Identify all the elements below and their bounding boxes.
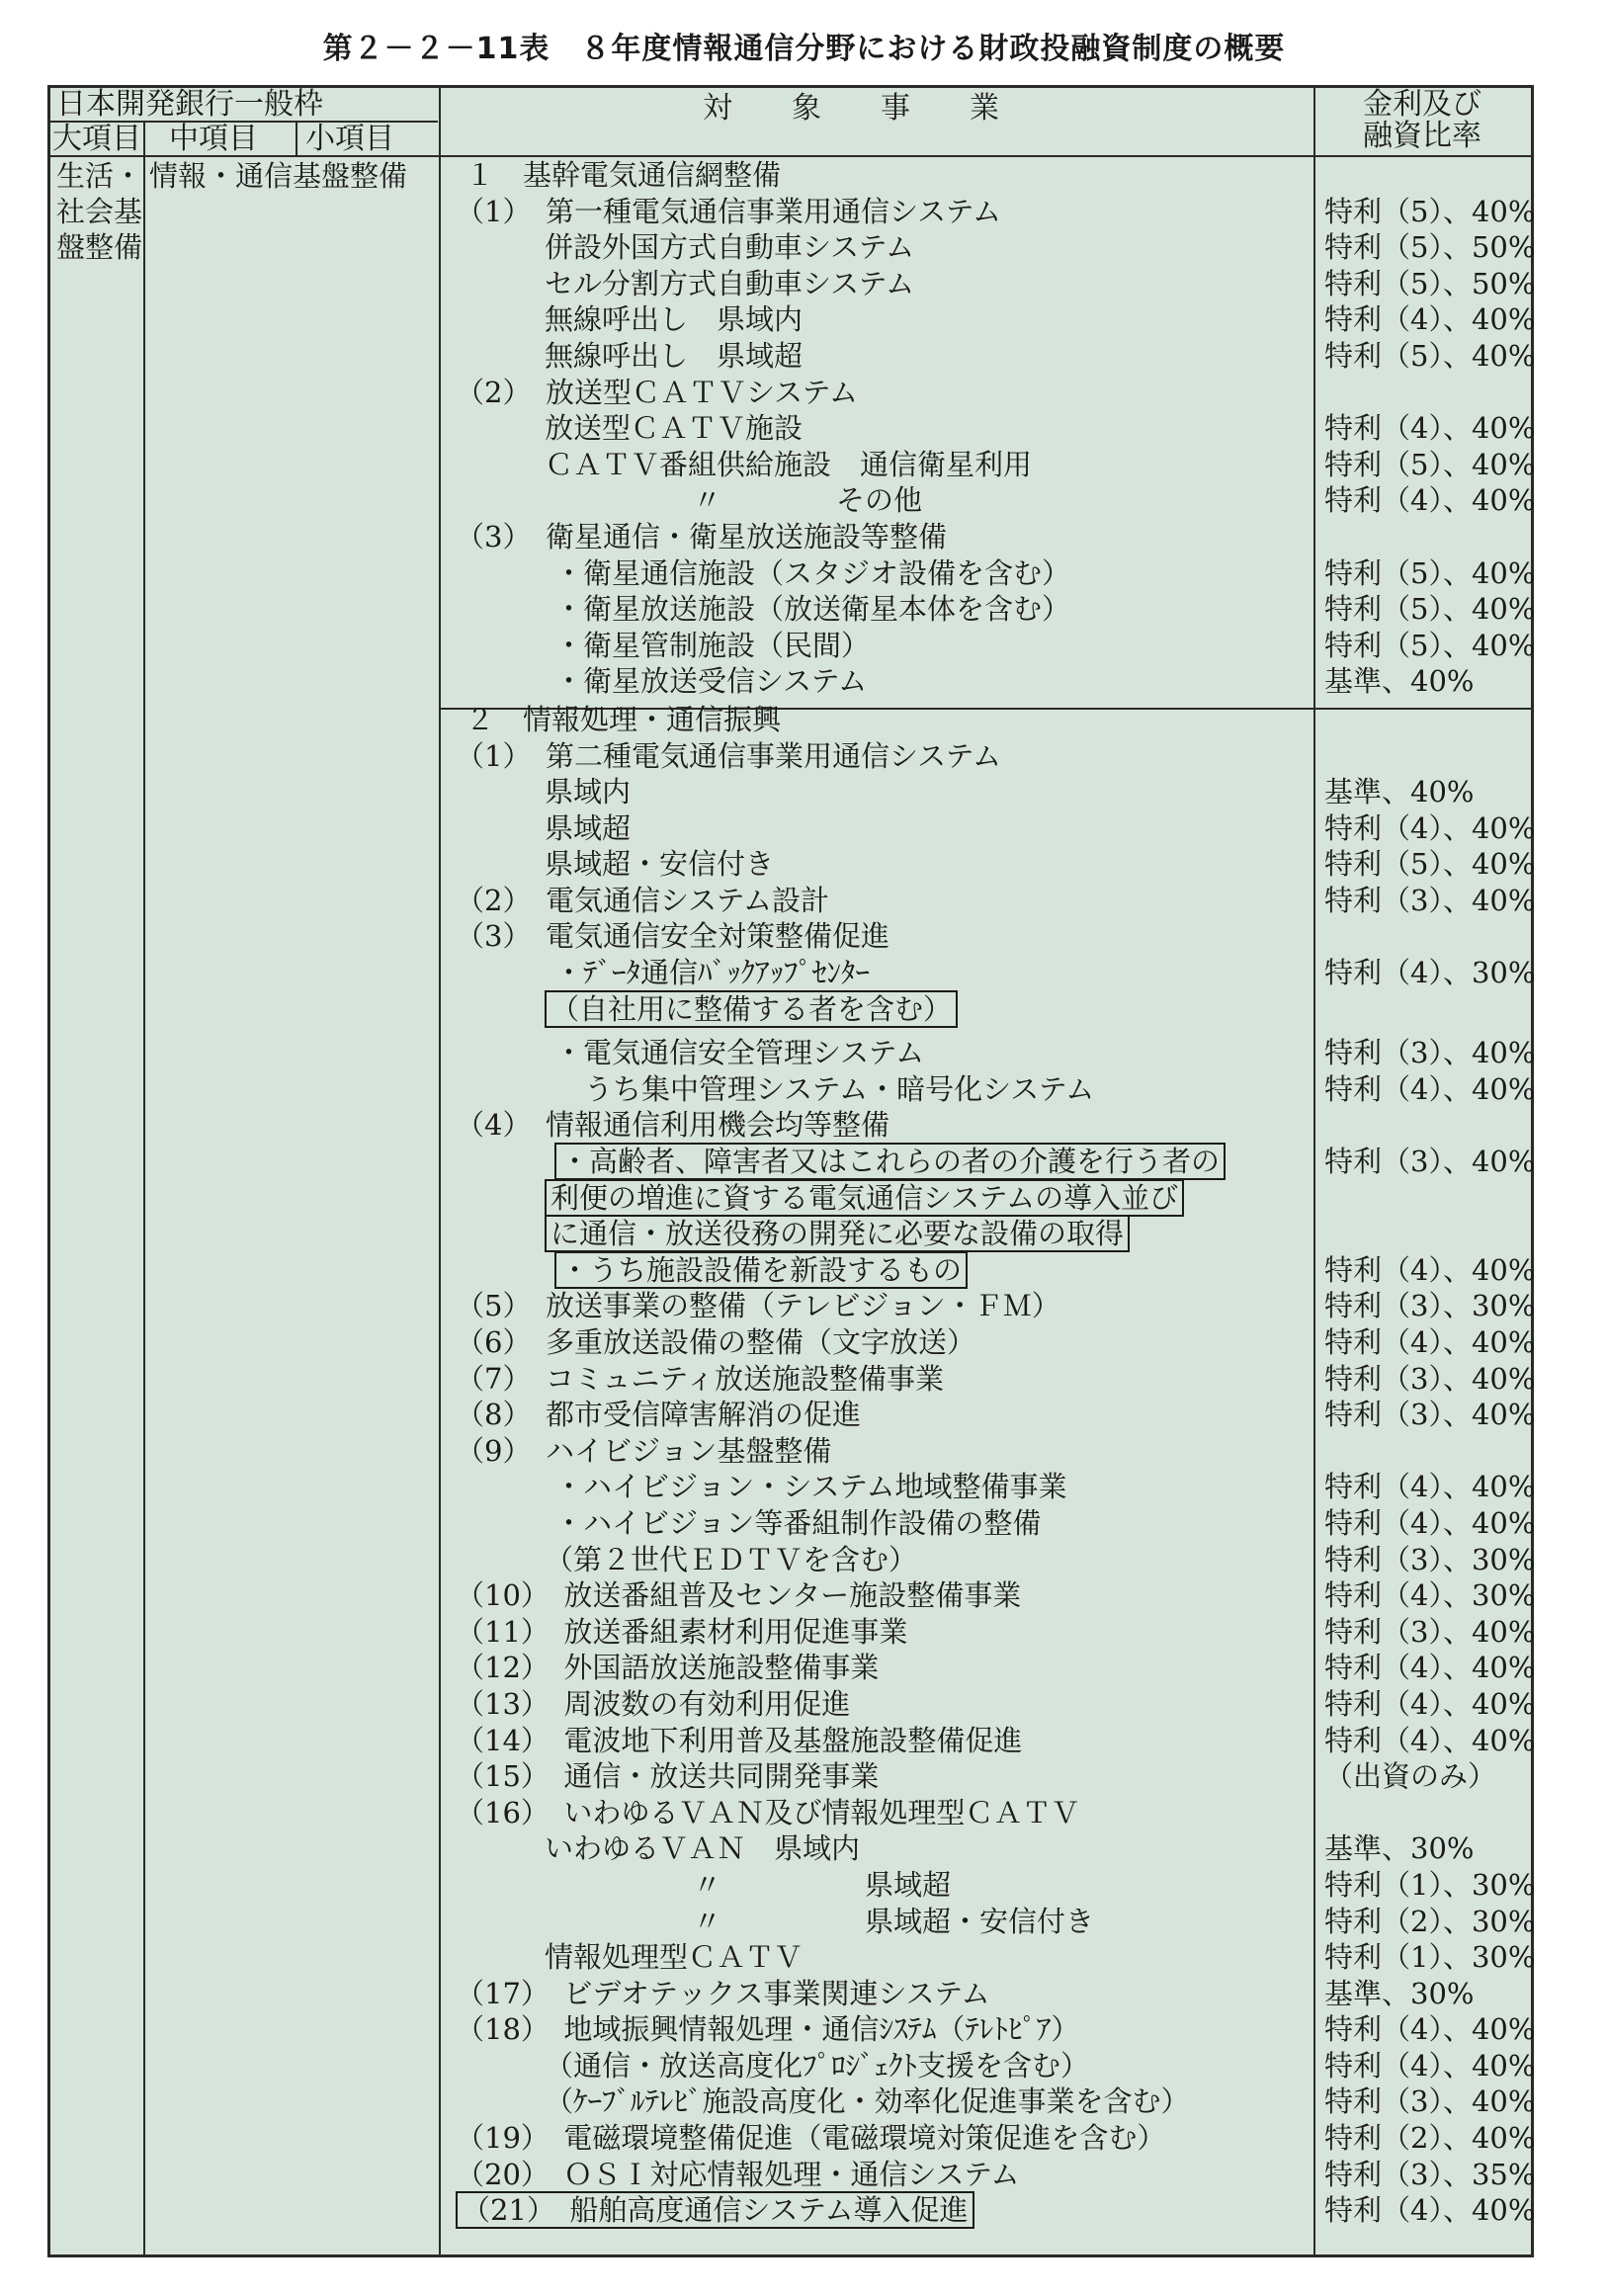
table-row-text [456,1027,1315,1035]
header-target: 対 象 事 業 [703,91,999,126]
row-rate: 特利（4）、40% [1324,2193,1536,2228]
row-label: に通信・放送役務の開発に必要な設備の取得 [545,1215,1130,1252]
table-row-text [456,1505,1315,1542]
row-rate [1324,1180,1532,1217]
category-large-3: 盤整備 [56,230,143,264]
table-row-text [456,1867,1315,1904]
row-rate: 特利（1）、30% [1324,1867,1536,1902]
table-row-text [456,1795,1315,1831]
row-label: ・衛星放送施設（放送衛星本体を含む） [554,592,1071,627]
table-row-text [456,1107,1315,1144]
table-row-text [456,810,1315,847]
row-rate: 特利（3）、40% [1324,1361,1536,1396]
row-label: （18） 地域振興情報処理・通信ｼｽﾃﾑ（ﾃﾚﾄﾋﾟｱ） [456,2012,1080,2047]
row-label: 併設外国方式自動車システム [545,230,915,265]
row-label: 県域超・安信付き [545,847,775,882]
header-large: 大項目 [52,122,141,156]
table-row-text [456,991,1315,1028]
col-divider-target [439,88,441,2254]
row-rate: 特利（4）、40% [1324,1686,1536,1721]
table-row-text [456,2048,1315,2084]
table-row-text [456,955,1315,991]
row-label: いわゆるＶＡＮ 県域内 [545,1831,861,1866]
row-rate: 特利（4）、40% [1324,1252,1536,1287]
row-rate [1324,375,1532,411]
row-rate: 特利（4）、30% [1324,1578,1536,1613]
row-label: （自社用に整備する者を含む） [545,990,958,1028]
table-row-text [456,1144,1315,1180]
row-label: （3） 衛星通信・衛星放送施設等整備 [456,519,947,553]
row-rate: 特利（3）、30% [1324,1542,1536,1576]
row-label: （2） 放送型ＣＡＴＶシステム [456,375,859,409]
table-row-text [456,1180,1315,1217]
table-row-text [456,1976,1315,2012]
row-label: ・衛星通信施設（スタジオ設備を含む） [554,555,1071,590]
row-rate: 特利（4）、40% [1324,1505,1536,1540]
row-rate: 特利（4）、40% [1324,2048,1536,2083]
category-large-1: 生活・ [56,159,143,193]
table-row-text [456,1035,1315,1071]
category-large-2: 社会基 [56,195,143,228]
row-rate: 特利（4）、40% [1324,411,1536,446]
row-rate: 特利（5）、50% [1324,266,1536,300]
row-label: （20） ＯＳＩ対応情報処理・通信システム [456,2157,1020,2191]
row-label: （19） 電磁環境整備促進（電磁環境対策促進を含む） [456,2121,1166,2156]
table-row-text [456,1723,1315,1759]
row-label: 放送型ＣＡＴＶ施設 [545,411,804,446]
row-label: （13） 周波数の有効利用促進 [456,1686,851,1721]
row-label: 情報処理型ＣＡＴＶ [545,1940,804,1975]
table-row-text [456,1433,1315,1470]
row-label: 〃 県域超 [693,1867,952,1902]
table-row-text [456,447,1315,483]
row-label: 県域内 [545,775,632,809]
row-rate [1324,702,1532,738]
row-rate: 特利（3）、40% [1324,1614,1536,1649]
table-row-text [456,591,1315,628]
row-rate: 特利（4）、40% [1324,1325,1536,1359]
table-row-text [456,846,1315,883]
table-row-text [456,1324,1315,1361]
row-rate: 特利（3）、40% [1324,1145,1536,1179]
table-row-text [456,1650,1315,1686]
row-label: 無線呼出し 県域内 [545,302,804,337]
row-rate: 特利（4）、30% [1324,956,1536,990]
row-rate: 特利（4）、40% [1324,1723,1536,1757]
table-row-text [456,519,1315,555]
table-row-text [456,229,1315,266]
row-label: （11） 放送番組素材利用促進事業 [456,1614,908,1649]
row-rate: 特利（5）、40% [1324,447,1536,481]
col-divider-small [296,122,297,157]
row-label: セル分割方式自動車システム [545,266,915,300]
row-rate: 特利（3）、35% [1324,2157,1536,2191]
header-medium: 中項目 [169,122,258,156]
row-label: ・衛星放送受信システム [554,664,868,699]
table-row-text [456,1071,1315,1108]
table-row-text [456,266,1315,302]
row-label: （14） 電波地下利用普及基盤施設整備促進 [456,1723,1023,1757]
row-label: （9） ハイビジョン基盤整備 [456,1433,832,1468]
table-row-text [456,1830,1315,1867]
table-row-text [456,774,1315,810]
row-label: （6） 多重放送設備の整備（文字放送） [456,1325,975,1359]
table-row-text [456,410,1315,447]
table-row-text [456,375,1315,411]
row-rate: 特利（3）、40% [1324,1036,1536,1070]
table-row-text [456,1614,1315,1651]
table-row-text [456,1758,1315,1795]
row-rate: 特利（4）、40% [1324,302,1536,337]
row-label: ・うち施設設備を新設するもの [554,1251,968,1289]
row-label: （5） 放送事業の整備（テレビジョン・ＦＭ） [456,1289,1060,1323]
row-rate [1324,738,1532,775]
table-row-text [456,157,1315,194]
table-row-text [456,1469,1315,1505]
row-label: 無線呼出し 県域超 [545,338,804,373]
table-row-text [456,663,1315,700]
row-label: 〃 県域超・安信付き [693,1904,1095,1938]
table-row-text [456,555,1315,592]
table-row-text [456,1397,1315,1433]
row-rate [1324,519,1532,555]
table-row-text [456,194,1315,230]
row-rate [1324,918,1532,955]
header-rate-2: 融資比率 [1363,119,1481,153]
row-rate: 特利（3）、40% [1324,2084,1536,2119]
row-label: （15） 通信・放送共同開発事業 [456,1759,880,1794]
row-label: １ 基幹電気通信網整備 [465,158,782,192]
row-label: 県域超 [545,810,632,845]
row-rate [1324,1216,1532,1252]
row-label: ・ハイビジョン等番組制作設備の整備 [554,1505,1042,1540]
row-label: ・ハイビジョン・システム地域整備事業 [554,1470,1067,1504]
row-rate: 特利（4）、40% [1324,1651,1536,1685]
row-label: （1） 第二種電気通信事業用通信システム [456,738,1002,773]
row-label: （1） 第一種電気通信事業用通信システム [456,194,1002,228]
row-label: （17） ビデオテックス事業関連システム [456,1976,990,2010]
row-rate: 特利（5）、40% [1324,194,1536,228]
table-row-text [456,738,1315,775]
row-rate: 特利（4）、40% [1324,810,1536,845]
row-label: ・高齢者、障害者又はこれらの者の介護を行う者の [554,1143,1226,1180]
table-row-text [456,2120,1315,2157]
row-rate: 特利（3）、40% [1324,1398,1536,1432]
row-label: （12） 外国語放送施設整備事業 [456,1651,880,1685]
table-row-text [456,2157,1315,2193]
row-rate: 基準、40% [1324,664,1475,699]
row-label: （21） 船舶高度通信システム導入促進 [456,2191,974,2229]
row-rate: 特利（5）、40% [1324,555,1536,590]
row-rate [1324,1107,1532,1144]
row-label: （第２世代ＥＤＴＶを含む） [545,1542,918,1576]
rate-column [1324,157,1536,2229]
row-label: うち集中管理システム・暗号化システム [584,1071,1095,1106]
row-rate: 基準、30% [1324,1976,1475,2010]
row-rate [1324,1027,1532,1035]
row-label: （3） 電気通信安全対策整備促進 [456,919,889,954]
row-label: （4） 情報通信利用機会均等整備 [456,1108,889,1143]
table-row-text [456,883,1315,919]
row-rate: 特利（5）、50% [1324,230,1536,265]
row-rate: 特利（5）、40% [1324,847,1536,882]
row-rate: 特利（5）、40% [1324,592,1536,627]
table-row-text [456,2083,1315,2120]
row-rate: 基準、40% [1324,775,1475,809]
header-rate-1: 金利及び [1363,87,1481,122]
table-row-text [456,301,1315,338]
table-row-text [456,1288,1315,1324]
table-row-text [456,702,1315,738]
row-label: ・衛星管制施設（民間） [554,628,871,662]
row-rate [1324,991,1532,1028]
row-rate: 特利（3）、40% [1324,883,1536,917]
table-row-text [456,918,1315,955]
target-column [456,157,1315,2229]
row-rate: （出資のみ） [1324,1759,1497,1794]
row-label: 〃 その他 [693,483,923,518]
table-row-text [456,482,1315,519]
row-rate: 基準、30% [1324,1831,1475,1866]
category-medium: 情報・通信基盤整備 [149,159,408,193]
row-rate: 特利（4）、40% [1324,1470,1536,1504]
finance-table [47,85,1534,2257]
table-row-text [456,1252,1315,1289]
table-row-text [456,1216,1315,1252]
row-label: ・電気通信安全管理システム [554,1036,925,1070]
row-rate: 特利（5）、40% [1324,338,1536,373]
table-row-text [456,1577,1315,1614]
header-org: 日本開発銀行一般枠 [56,87,323,122]
header-small: 小項目 [305,122,394,156]
row-label: ＣＡＴＶ番組供給施設 通信衛星利用 [545,447,1033,481]
row-label: ２ 情報処理・通信振興 [465,702,782,736]
row-rate: 特利（2）、30% [1324,1904,1536,1938]
row-rate: 特利（4）、40% [1324,1071,1536,1106]
row-label: （2） 電気通信システム設計 [456,883,830,917]
row-rate: 特利（2）、40% [1324,2121,1536,2156]
row-rate: 特利（4）、40% [1324,2012,1536,2047]
table-row-text [456,338,1315,375]
row-rate: 特利（3）、30% [1324,1289,1536,1323]
row-label: （16） いわゆるＶＡＮ及び情報処理型ＣＡＴＶ [456,1795,1080,1829]
table-row-text [456,2192,1315,2229]
row-label: 利便の増進に資する電気通信システムの導入並び [545,1179,1184,1217]
row-rate: 特利（1）、30% [1324,1940,1536,1975]
col-divider-large [143,122,145,2254]
row-label: ・ﾃﾞｰﾀ通信ﾊﾞｯｸｱｯﾌﾟｾﾝﾀｰ [554,956,871,990]
row-rate [1324,1433,1532,1470]
table-row-text [456,1939,1315,1976]
row-label: （ｹｰﾌﾞﾙﾃﾚﾋﾞ施設高度化・効率化促進事業を含む） [545,2084,1190,2119]
row-rate [1324,1795,1532,1831]
table-row-text [456,628,1315,664]
row-rate [1324,157,1532,194]
table-row-text [456,1904,1315,1940]
table-title: 第２－２－11表 ８年度情報通信分野における財政投融資制度の概要 [322,32,1286,66]
table-row-text [456,2011,1315,2048]
row-label: （8） 都市受信障害解消の促進 [456,1398,861,1432]
row-rate: 特利（4）、40% [1324,483,1536,518]
table-row-text [456,1361,1315,1398]
row-label: （通信・放送高度化ﾌﾟﾛｼﾞｪｸﾄ支援を含む） [545,2048,1090,2083]
row-rate: 特利（5）、40% [1324,628,1536,662]
row-label: （10） 放送番組普及センター施設整備事業 [456,1578,1022,1613]
row-label: （7） コミュニティ放送施設整備事業 [456,1361,945,1396]
table-row-text [456,1686,1315,1723]
table-row-text [456,1542,1315,1578]
